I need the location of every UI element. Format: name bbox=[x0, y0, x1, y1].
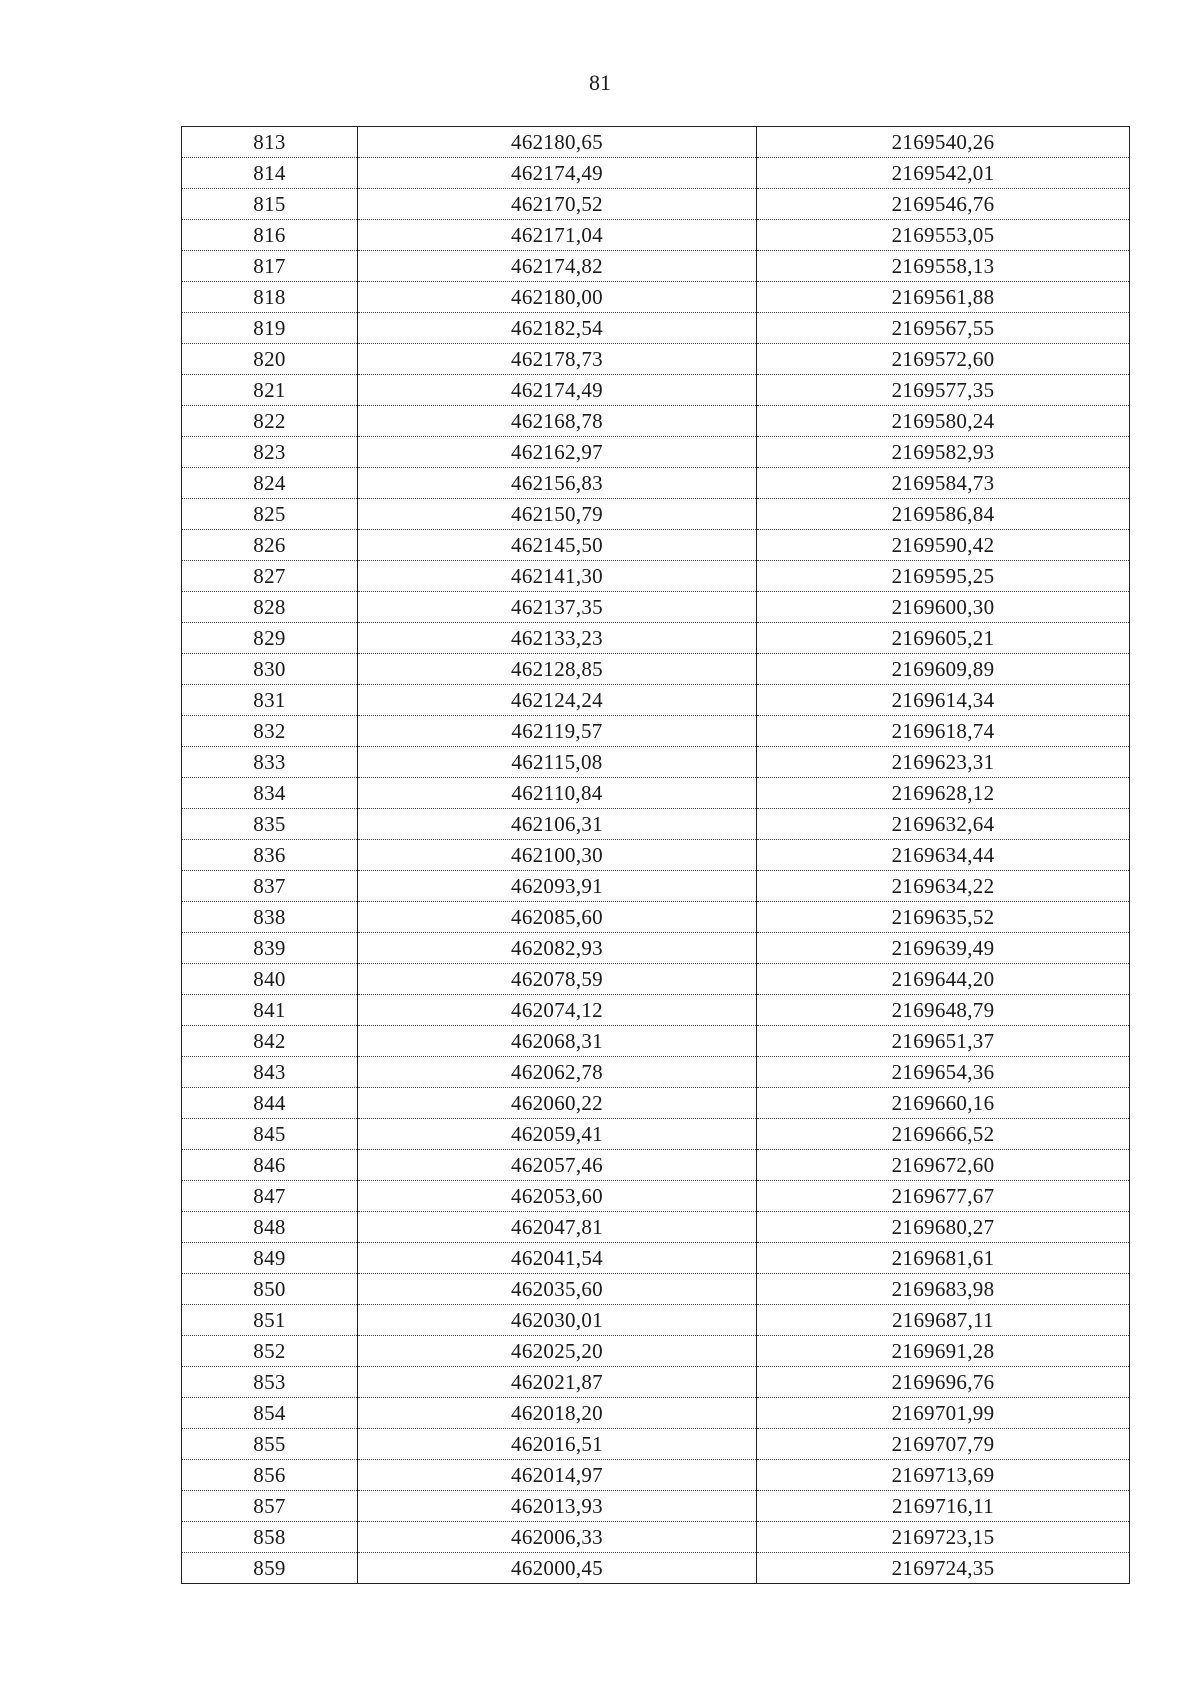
y-coordinate-cell: 2169660,16 bbox=[757, 1088, 1130, 1119]
point-number-cell: 817 bbox=[182, 251, 358, 282]
point-number-cell: 854 bbox=[182, 1398, 358, 1429]
x-coordinate-cell: 462018,20 bbox=[358, 1398, 757, 1429]
point-number-cell: 858 bbox=[182, 1522, 358, 1553]
table-row bbox=[182, 778, 1130, 809]
y-coordinate-cell: 2169701,99 bbox=[757, 1398, 1130, 1429]
table-row bbox=[182, 685, 1130, 716]
point-number-cell: 839 bbox=[182, 933, 358, 964]
x-coordinate-cell: 462119,57 bbox=[358, 716, 757, 747]
point-number-cell: 832 bbox=[182, 716, 358, 747]
coordinates-table-body bbox=[182, 127, 1130, 1584]
y-coordinate-cell: 2169614,34 bbox=[757, 685, 1130, 716]
x-coordinate-cell: 462180,00 bbox=[358, 282, 757, 313]
y-coordinate-cell: 2169634,44 bbox=[757, 840, 1130, 871]
y-coordinate-cell: 2169584,73 bbox=[757, 468, 1130, 499]
x-coordinate-cell: 462047,81 bbox=[358, 1212, 757, 1243]
y-coordinate-cell: 2169648,79 bbox=[757, 995, 1130, 1026]
table-row bbox=[182, 1057, 1130, 1088]
table-row bbox=[182, 964, 1130, 995]
y-coordinate-cell: 2169681,61 bbox=[757, 1243, 1130, 1274]
point-number-cell: 838 bbox=[182, 902, 358, 933]
x-coordinate-cell: 462085,60 bbox=[358, 902, 757, 933]
y-coordinate-cell: 2169577,35 bbox=[757, 375, 1130, 406]
table-row bbox=[182, 561, 1130, 592]
point-number-cell: 847 bbox=[182, 1181, 358, 1212]
table-row bbox=[182, 437, 1130, 468]
x-coordinate-cell: 462150,79 bbox=[358, 499, 757, 530]
x-coordinate-cell: 462006,33 bbox=[358, 1522, 757, 1553]
point-number-cell: 849 bbox=[182, 1243, 358, 1274]
y-coordinate-cell: 2169558,13 bbox=[757, 251, 1130, 282]
table-row bbox=[182, 499, 1130, 530]
x-coordinate-cell: 462068,31 bbox=[358, 1026, 757, 1057]
x-coordinate-cell: 462133,23 bbox=[358, 623, 757, 654]
x-coordinate-cell: 462168,78 bbox=[358, 406, 757, 437]
x-coordinate-cell: 462016,51 bbox=[358, 1429, 757, 1460]
y-coordinate-cell: 2169666,52 bbox=[757, 1119, 1130, 1150]
x-coordinate-cell: 462041,54 bbox=[358, 1243, 757, 1274]
y-coordinate-cell: 2169618,74 bbox=[757, 716, 1130, 747]
point-number-cell: 826 bbox=[182, 530, 358, 561]
x-coordinate-cell: 462171,04 bbox=[358, 220, 757, 251]
table-row bbox=[182, 1181, 1130, 1212]
point-number-cell: 833 bbox=[182, 747, 358, 778]
table-row bbox=[182, 1243, 1130, 1274]
point-number-cell: 853 bbox=[182, 1367, 358, 1398]
coordinates-table bbox=[181, 126, 1130, 1584]
point-number-cell: 850 bbox=[182, 1274, 358, 1305]
y-coordinate-cell: 2169635,52 bbox=[757, 902, 1130, 933]
y-coordinate-cell: 2169628,12 bbox=[757, 778, 1130, 809]
x-coordinate-cell: 462074,12 bbox=[358, 995, 757, 1026]
y-coordinate-cell: 2169595,25 bbox=[757, 561, 1130, 592]
table-row bbox=[182, 282, 1130, 313]
point-number-cell: 815 bbox=[182, 189, 358, 220]
y-coordinate-cell: 2169600,30 bbox=[757, 592, 1130, 623]
y-coordinate-cell: 2169623,31 bbox=[757, 747, 1130, 778]
x-coordinate-cell: 462174,82 bbox=[358, 251, 757, 282]
y-coordinate-cell: 2169590,42 bbox=[757, 530, 1130, 561]
table-row bbox=[182, 406, 1130, 437]
table-row bbox=[182, 1553, 1130, 1584]
y-coordinate-cell: 2169707,79 bbox=[757, 1429, 1130, 1460]
x-coordinate-cell: 462162,97 bbox=[358, 437, 757, 468]
point-number-cell: 821 bbox=[182, 375, 358, 406]
table-row bbox=[182, 1150, 1130, 1181]
point-number-cell: 845 bbox=[182, 1119, 358, 1150]
x-coordinate-cell: 462000,45 bbox=[358, 1553, 757, 1584]
x-coordinate-cell: 462180,65 bbox=[358, 127, 757, 158]
point-number-cell: 840 bbox=[182, 964, 358, 995]
table-row bbox=[182, 1429, 1130, 1460]
table-row bbox=[182, 654, 1130, 685]
point-number-cell: 848 bbox=[182, 1212, 358, 1243]
x-coordinate-cell: 462013,93 bbox=[358, 1491, 757, 1522]
x-coordinate-cell: 462021,87 bbox=[358, 1367, 757, 1398]
point-number-cell: 837 bbox=[182, 871, 358, 902]
x-coordinate-cell: 462124,24 bbox=[358, 685, 757, 716]
point-number-cell: 841 bbox=[182, 995, 358, 1026]
x-coordinate-cell: 462115,08 bbox=[358, 747, 757, 778]
table-row bbox=[182, 1522, 1130, 1553]
point-number-cell: 844 bbox=[182, 1088, 358, 1119]
x-coordinate-cell: 462053,60 bbox=[358, 1181, 757, 1212]
x-coordinate-cell: 462059,41 bbox=[358, 1119, 757, 1150]
y-coordinate-cell: 2169605,21 bbox=[757, 623, 1130, 654]
table-row bbox=[182, 375, 1130, 406]
point-number-cell: 843 bbox=[182, 1057, 358, 1088]
y-coordinate-cell: 2169567,55 bbox=[757, 313, 1130, 344]
x-coordinate-cell: 462062,78 bbox=[358, 1057, 757, 1088]
y-coordinate-cell: 2169713,69 bbox=[757, 1460, 1130, 1491]
y-coordinate-cell: 2169724,35 bbox=[757, 1553, 1130, 1584]
table-row bbox=[182, 809, 1130, 840]
table-row bbox=[182, 747, 1130, 778]
y-coordinate-cell: 2169691,28 bbox=[757, 1336, 1130, 1367]
point-number-cell: 822 bbox=[182, 406, 358, 437]
x-coordinate-cell: 462156,83 bbox=[358, 468, 757, 499]
table-row bbox=[182, 1274, 1130, 1305]
point-number-cell: 852 bbox=[182, 1336, 358, 1367]
x-coordinate-cell: 462145,50 bbox=[358, 530, 757, 561]
point-number-cell: 834 bbox=[182, 778, 358, 809]
y-coordinate-cell: 2169561,88 bbox=[757, 282, 1130, 313]
y-coordinate-cell: 2169580,24 bbox=[757, 406, 1130, 437]
y-coordinate-cell: 2169687,11 bbox=[757, 1305, 1130, 1336]
table-row bbox=[182, 220, 1130, 251]
table-row bbox=[182, 623, 1130, 654]
table-row bbox=[182, 1026, 1130, 1057]
table-row bbox=[182, 902, 1130, 933]
x-coordinate-cell: 462078,59 bbox=[358, 964, 757, 995]
table-row bbox=[182, 251, 1130, 282]
table-row bbox=[182, 995, 1130, 1026]
point-number-cell: 827 bbox=[182, 561, 358, 592]
x-coordinate-cell: 462178,73 bbox=[358, 344, 757, 375]
table-row bbox=[182, 189, 1130, 220]
point-number-cell: 830 bbox=[182, 654, 358, 685]
x-coordinate-cell: 462182,54 bbox=[358, 313, 757, 344]
table-row bbox=[182, 1398, 1130, 1429]
y-coordinate-cell: 2169546,76 bbox=[757, 189, 1130, 220]
y-coordinate-cell: 2169696,76 bbox=[757, 1367, 1130, 1398]
y-coordinate-cell: 2169582,93 bbox=[757, 437, 1130, 468]
y-coordinate-cell: 2169680,27 bbox=[757, 1212, 1130, 1243]
x-coordinate-cell: 462030,01 bbox=[358, 1305, 757, 1336]
point-number-cell: 816 bbox=[182, 220, 358, 251]
x-coordinate-cell: 462014,97 bbox=[358, 1460, 757, 1491]
point-number-cell: 851 bbox=[182, 1305, 358, 1336]
table-row bbox=[182, 1305, 1130, 1336]
x-coordinate-cell: 462035,60 bbox=[358, 1274, 757, 1305]
x-coordinate-cell: 462128,85 bbox=[358, 654, 757, 685]
table-row bbox=[182, 468, 1130, 499]
table-row bbox=[182, 1491, 1130, 1522]
point-number-cell: 823 bbox=[182, 437, 358, 468]
table-row bbox=[182, 1460, 1130, 1491]
y-coordinate-cell: 2169542,01 bbox=[757, 158, 1130, 189]
y-coordinate-cell: 2169609,89 bbox=[757, 654, 1130, 685]
table-row bbox=[182, 344, 1130, 375]
table-row bbox=[182, 716, 1130, 747]
table-row bbox=[182, 127, 1130, 158]
x-coordinate-cell: 462141,30 bbox=[358, 561, 757, 592]
y-coordinate-cell: 2169683,98 bbox=[757, 1274, 1130, 1305]
point-number-cell: 857 bbox=[182, 1491, 358, 1522]
y-coordinate-cell: 2169651,37 bbox=[757, 1026, 1130, 1057]
y-coordinate-cell: 2169716,11 bbox=[757, 1491, 1130, 1522]
x-coordinate-cell: 462174,49 bbox=[358, 375, 757, 406]
table-row bbox=[182, 840, 1130, 871]
x-coordinate-cell: 462025,20 bbox=[358, 1336, 757, 1367]
point-number-cell: 836 bbox=[182, 840, 358, 871]
x-coordinate-cell: 462060,22 bbox=[358, 1088, 757, 1119]
y-coordinate-cell: 2169634,22 bbox=[757, 871, 1130, 902]
table-row bbox=[182, 1088, 1130, 1119]
page-number: 81 bbox=[589, 70, 611, 95]
point-number-cell: 813 bbox=[182, 127, 358, 158]
table-row bbox=[182, 158, 1130, 189]
y-coordinate-cell: 2169677,67 bbox=[757, 1181, 1130, 1212]
table-row bbox=[182, 871, 1130, 902]
table-row bbox=[182, 1212, 1130, 1243]
point-number-cell: 824 bbox=[182, 468, 358, 499]
point-number-cell: 856 bbox=[182, 1460, 358, 1491]
point-number-cell: 814 bbox=[182, 158, 358, 189]
table-row bbox=[182, 1336, 1130, 1367]
y-coordinate-cell: 2169639,49 bbox=[757, 933, 1130, 964]
table-row bbox=[182, 933, 1130, 964]
point-number-cell: 859 bbox=[182, 1553, 358, 1584]
point-number-cell: 825 bbox=[182, 499, 358, 530]
point-number-cell: 835 bbox=[182, 809, 358, 840]
point-number-cell: 829 bbox=[182, 623, 358, 654]
y-coordinate-cell: 2169540,26 bbox=[757, 127, 1130, 158]
x-coordinate-cell: 462082,93 bbox=[358, 933, 757, 964]
table-row bbox=[182, 313, 1130, 344]
y-coordinate-cell: 2169672,60 bbox=[757, 1150, 1130, 1181]
x-coordinate-cell: 462174,49 bbox=[358, 158, 757, 189]
x-coordinate-cell: 462170,52 bbox=[358, 189, 757, 220]
y-coordinate-cell: 2169553,05 bbox=[757, 220, 1130, 251]
y-coordinate-cell: 2169586,84 bbox=[757, 499, 1130, 530]
x-coordinate-cell: 462093,91 bbox=[358, 871, 757, 902]
y-coordinate-cell: 2169572,60 bbox=[757, 344, 1130, 375]
point-number-cell: 819 bbox=[182, 313, 358, 344]
x-coordinate-cell: 462100,30 bbox=[358, 840, 757, 871]
point-number-cell: 828 bbox=[182, 592, 358, 623]
point-number-cell: 831 bbox=[182, 685, 358, 716]
x-coordinate-cell: 462106,31 bbox=[358, 809, 757, 840]
table-row bbox=[182, 1367, 1130, 1398]
y-coordinate-cell: 2169654,36 bbox=[757, 1057, 1130, 1088]
y-coordinate-cell: 2169632,64 bbox=[757, 809, 1130, 840]
x-coordinate-cell: 462057,46 bbox=[358, 1150, 757, 1181]
x-coordinate-cell: 462110,84 bbox=[358, 778, 757, 809]
point-number-cell: 818 bbox=[182, 282, 358, 313]
point-number-cell: 846 bbox=[182, 1150, 358, 1181]
point-number-cell: 855 bbox=[182, 1429, 358, 1460]
table-row bbox=[182, 592, 1130, 623]
table-row bbox=[182, 1119, 1130, 1150]
x-coordinate-cell: 462137,35 bbox=[358, 592, 757, 623]
point-number-cell: 842 bbox=[182, 1026, 358, 1057]
table-row bbox=[182, 530, 1130, 561]
y-coordinate-cell: 2169644,20 bbox=[757, 964, 1130, 995]
y-coordinate-cell: 2169723,15 bbox=[757, 1522, 1130, 1553]
point-number-cell: 820 bbox=[182, 344, 358, 375]
